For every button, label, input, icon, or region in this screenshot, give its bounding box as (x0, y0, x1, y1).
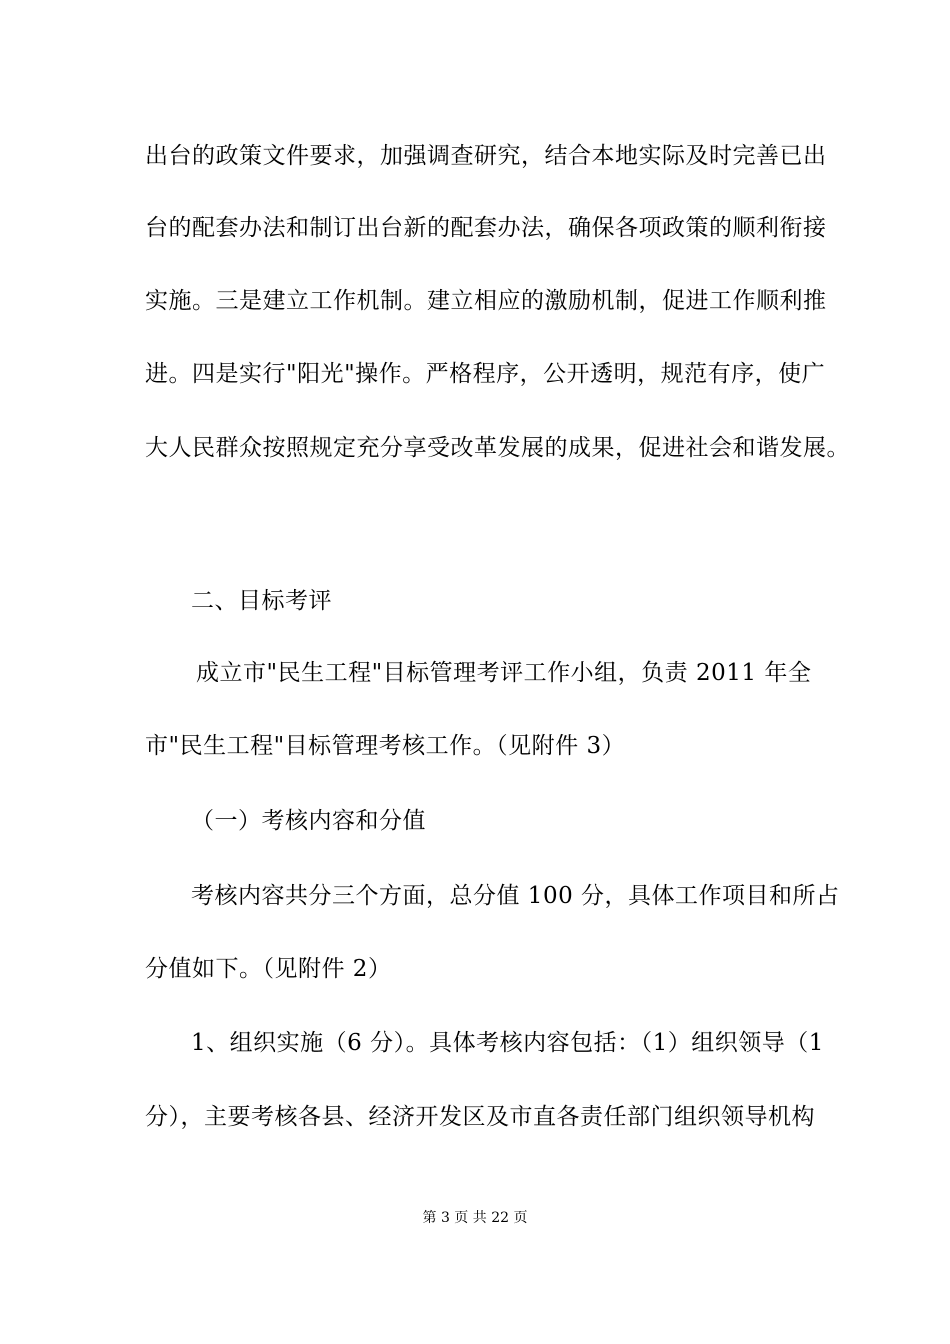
paragraph-line: 市"民生工程"目标管理考核工作。（见附件 3） (145, 733, 626, 759)
paragraph-line: 实施。三是建立工作机制。建立相应的激励机制，促进工作顺利推 (145, 288, 827, 314)
paragraph-line: 1、组织实施（6 分）。具体考核内容包括：（1）组织领导（1 (191, 1030, 824, 1056)
paragraph-line: 进。四是实行"阳光"操作。严格程序，公开透明，规范有序，使广 (145, 361, 826, 387)
paragraph-line: 考核内容共分三个方面，总分值 100 分，具体工作项目和所占 (191, 883, 840, 909)
paragraph-line: 分），主要考核各县、经济开发区及市直各责任部门组织领导机构 (145, 1104, 815, 1130)
paragraph-line: 成立市"民生工程"目标管理考评工作小组，负责 2011 年全 (196, 660, 812, 686)
page-footer: 第 3 页 共 22 页 (422, 1210, 528, 1226)
section-heading: 二、目标考评 (191, 588, 332, 614)
paragraph-line: 台的配套办法和制订出台新的配套办法，确保各项政策的顺利衔接 (145, 215, 827, 241)
paragraph-line: 大人民群众按照规定充分享受改革发展的成果，促进社会和谐发展。 (145, 435, 850, 461)
paragraph-line: 出台的政策文件要求，加强调查研究，结合本地实际及时完善已出 (145, 143, 827, 169)
paragraph-line: 分值如下。（见附件 2） (145, 956, 392, 982)
subsection-heading: （一）考核内容和分值 (191, 808, 426, 834)
